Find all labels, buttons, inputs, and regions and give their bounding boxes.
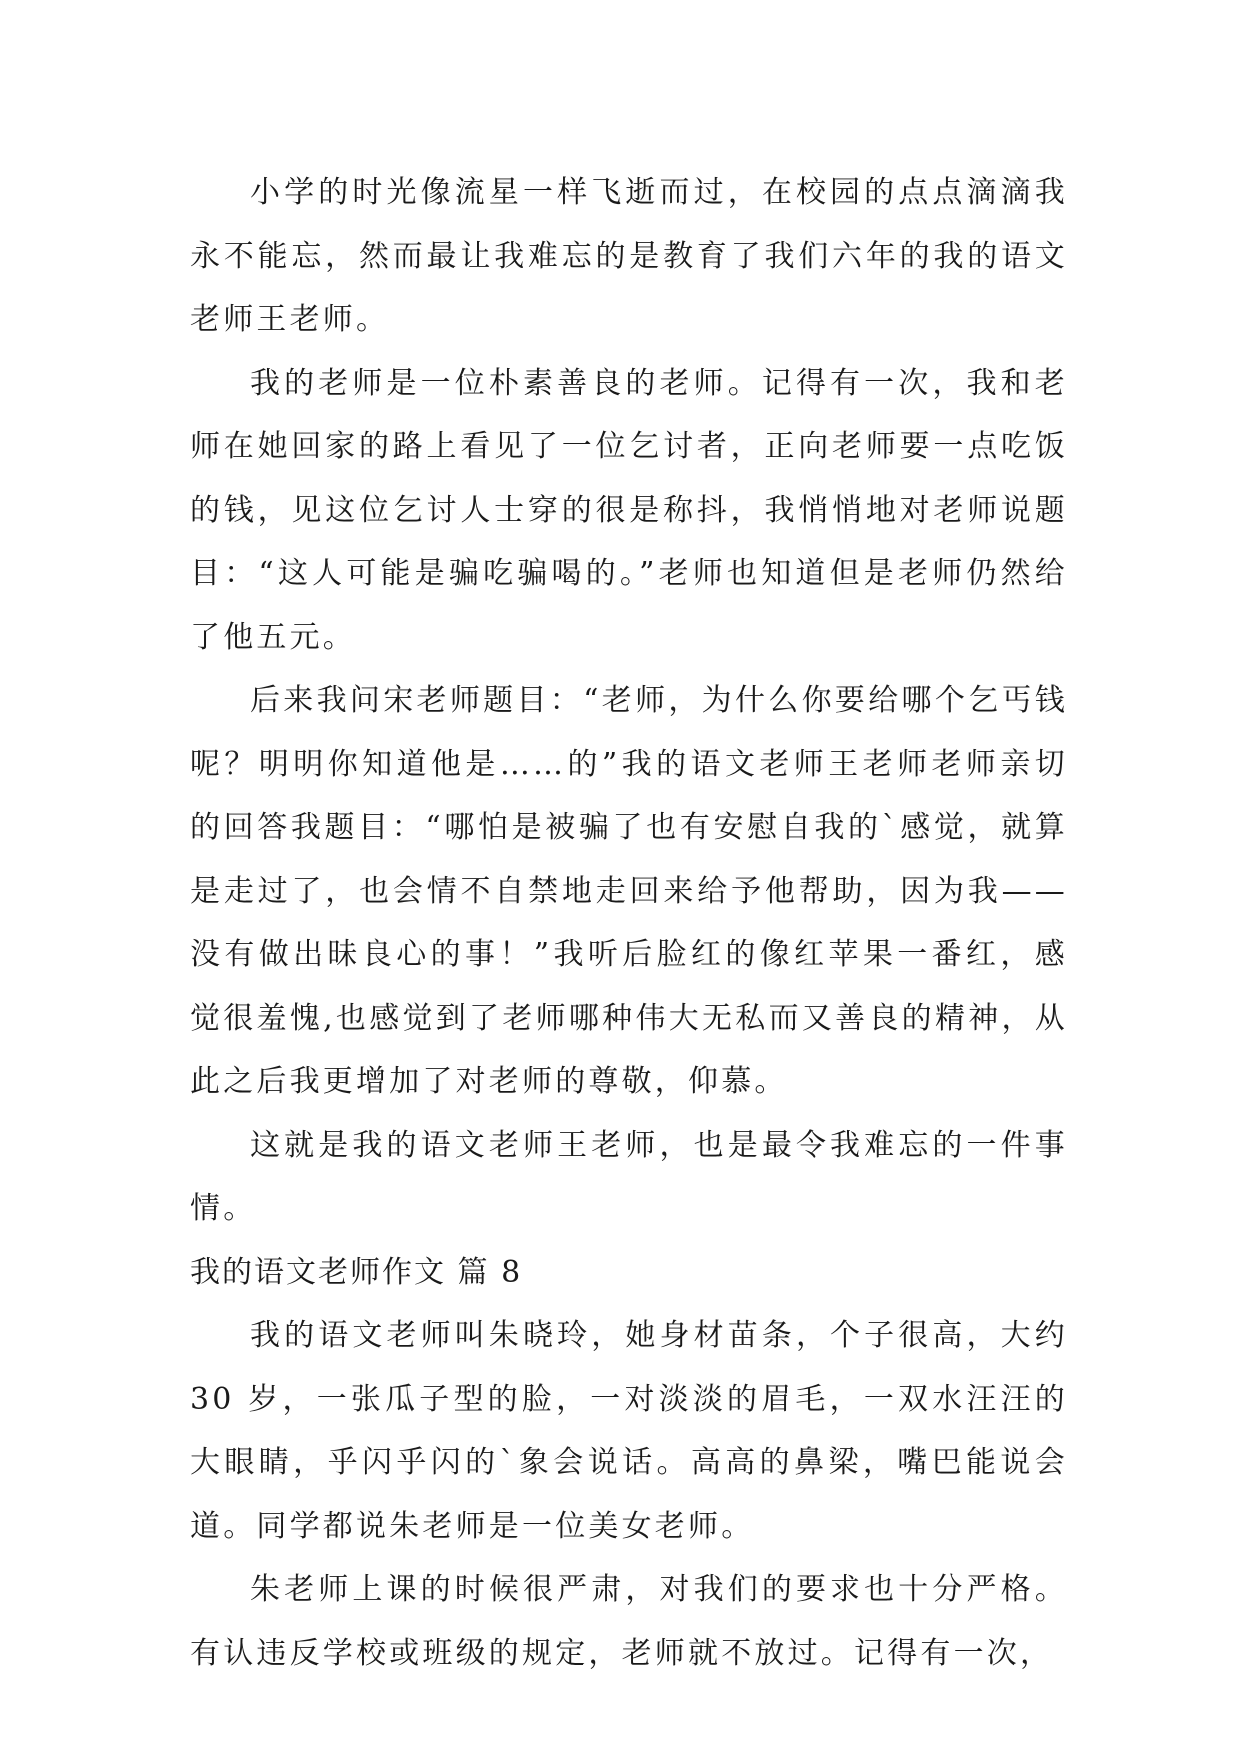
section-heading: 我的语文老师作文 篇 8 [190, 1254, 523, 1290]
paragraph: 朱老师上课的时候很严肃，对我们的要求也十分严格。有认违反学校或班级的规定，老师就不放过。记得有一次， [190, 1572, 1068, 1671]
paragraph: 小学的时光像流星一样飞逝而过，在校园的点点滴滴我永不能忘，然而最让我难忘的是教育了我们六年的我的语文老师王老师。 [190, 175, 1068, 337]
paragraph: 我的老师是一位朴素善良的老师。记得有一次，我和老师在她回家的路上看见了一位乞讨者，正向老师要一点吃饭的钱，见这位乞讨人士穿的很是称抖，我悄悄地对老师说题目：“这人可能是骗吃骗喝的。”老师也知道但是老师仍然给了他五元。 [190, 365, 1068, 655]
paragraph: 后来我问宋老师题目：“老师，为什么你要给哪个乞丐钱呢？明明你知道他是……的”我的语文老师王老师老师亲切的回答我题目：“哪怕是被骗了也有安慰自我的`感觉，就算是走过了，也会情不自禁地走回来给予他帮助，因为我——没有做出昧良心的事！”我听后脸红的像红苹果一番红，感觉很羞愧,也感觉到了老师哪种伟大无私而又善良的精神，从此之后我更增加了对老师的尊敬，仰慕。 [190, 683, 1068, 1099]
paragraph: 我的语文老师叫朱晓玲，她身材苗条，个子很高，大约 30 岁，一张瓜子型的脸，一对淡淡的眉毛，一双水汪汪的大眼睛，乎闪乎闪的`象会说话。高高的鼻梁，嘴巴能说会道。同学都说朱老师是一位美女老师。 [190, 1318, 1068, 1544]
paragraph: 这就是我的语文老师王老师，也是最令我难忘的一件事情。 [190, 1127, 1068, 1226]
document-page [190, 161, 1068, 1685]
